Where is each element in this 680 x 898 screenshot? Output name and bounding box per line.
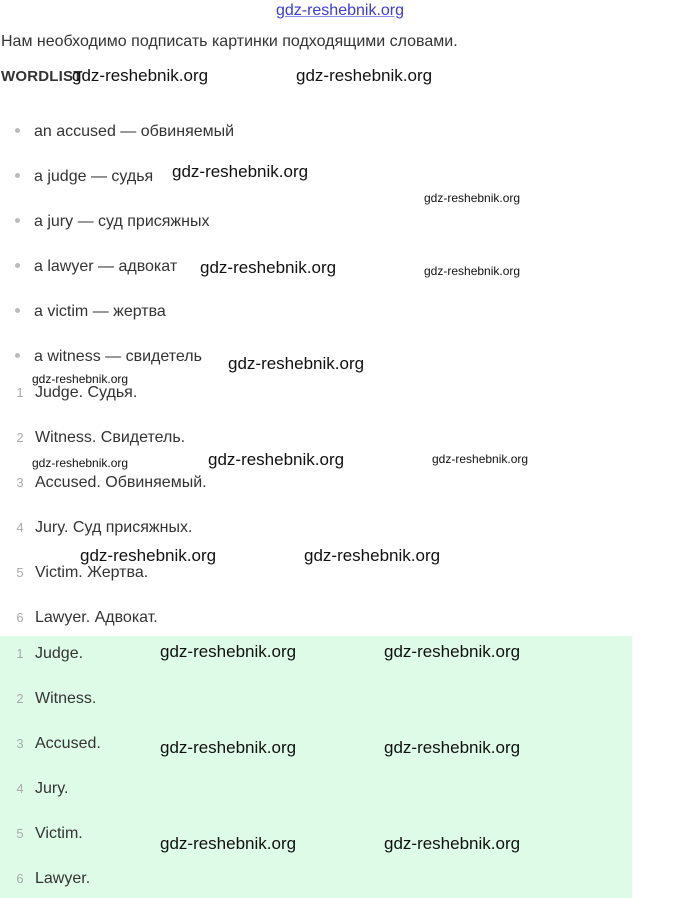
bullet-icon xyxy=(15,353,20,358)
translation-item: 3 Accused. Обвиняемый. xyxy=(16,474,207,491)
watermark: gdz-reshebnik.org xyxy=(424,191,521,205)
site-link[interactable]: gdz-reshebnik.org xyxy=(275,2,405,19)
answer-item: 5 Victim. xyxy=(16,825,83,842)
answer-item: 4 Jury. xyxy=(16,780,69,797)
watermark: gdz-reshebnik.org xyxy=(304,546,441,565)
task-instruction: Нам необходимо подписать картинки подходящими словами. xyxy=(1,33,458,50)
watermark: gdz-reshebnik.org xyxy=(32,456,129,470)
watermark: gdz-reshebnik.org xyxy=(200,258,337,277)
watermark: gdz-reshebnik.org xyxy=(80,546,217,565)
wordlist-item: a judge — судья xyxy=(15,168,153,186)
watermark: gdz-reshebnik.org xyxy=(296,66,433,85)
watermark: gdz-reshebnik.org xyxy=(160,834,297,853)
bullet-icon xyxy=(15,218,20,223)
answer-item: 6 Lawyer. xyxy=(16,870,91,887)
wordlist-item: an accused — обвиняемый xyxy=(15,123,234,141)
answer-box xyxy=(0,636,632,898)
watermark: gdz-reshebnik.org xyxy=(208,450,345,469)
bullet-icon xyxy=(15,263,20,268)
watermark: gdz-reshebnik.org xyxy=(384,642,521,661)
wordlist-item: a lawyer — адвокат xyxy=(15,258,177,276)
wordlist-title: WORDLIST xyxy=(1,68,83,85)
bullet-icon xyxy=(15,173,20,178)
translation-item: 1 Judge. Судья. xyxy=(16,384,138,401)
watermark: gdz-reshebnik.org xyxy=(32,372,129,386)
watermark: gdz-reshebnik.org xyxy=(424,264,521,278)
answer-item: 1 Judge. xyxy=(16,645,84,662)
watermark: gdz-reshebnik.org xyxy=(172,162,309,181)
translation-item: 2 Witness. Свидетель. xyxy=(16,429,186,446)
watermark: gdz-reshebnik.org xyxy=(72,66,209,85)
wordlist-item: a victim — жертва xyxy=(15,303,166,321)
answer-item: 3 Accused. xyxy=(16,735,101,752)
wordlist-item: a witness — свидетель xyxy=(15,348,202,366)
watermark: gdz-reshebnik.org xyxy=(160,642,297,661)
bullet-icon xyxy=(15,128,20,133)
watermark: gdz-reshebnik.org xyxy=(432,452,529,466)
translation-item: 5 Victim. Жертва. xyxy=(16,564,149,581)
answer-item: 2 Witness. xyxy=(16,690,97,707)
watermark: gdz-reshebnik.org xyxy=(384,738,521,757)
watermark: gdz-reshebnik.org xyxy=(228,354,365,373)
translation-item: 4 Jury. Суд присяжных. xyxy=(16,519,193,536)
translation-item: 6 Lawyer. Адвокат. xyxy=(16,609,158,626)
bullet-icon xyxy=(15,308,20,313)
watermark: gdz-reshebnik.org xyxy=(160,738,297,757)
watermark: gdz-reshebnik.org xyxy=(384,834,521,853)
wordlist-item: a jury — суд присяжных xyxy=(15,213,209,231)
